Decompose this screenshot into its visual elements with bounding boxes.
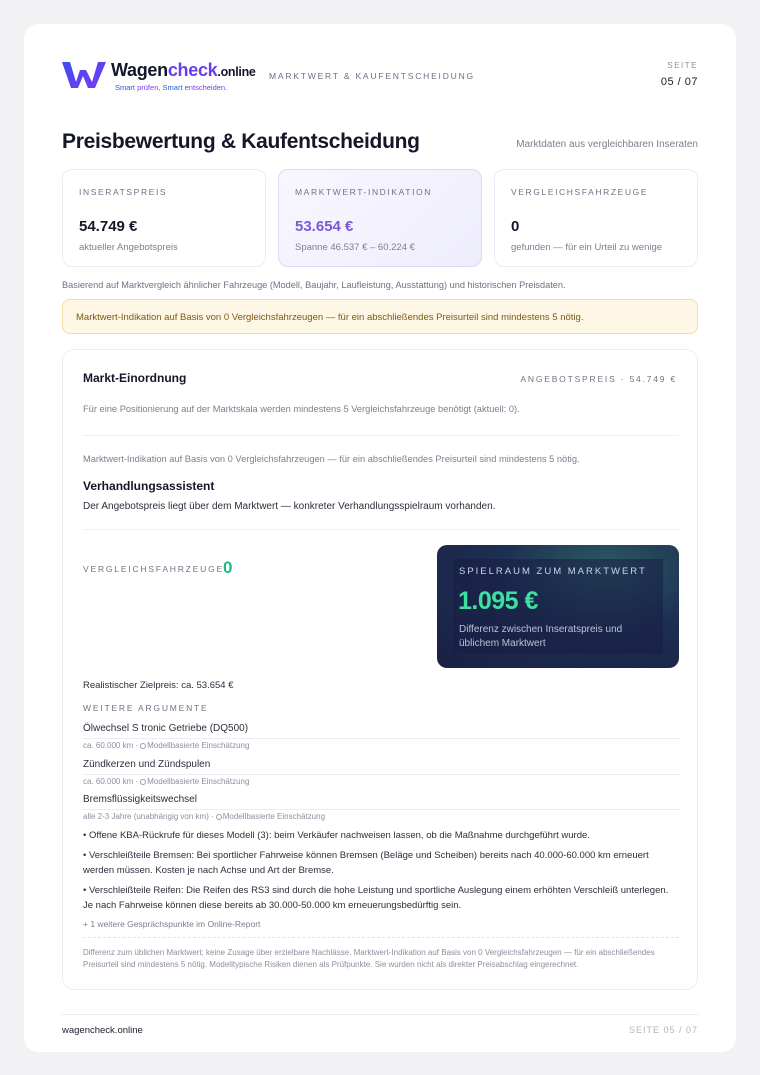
argument-name: Zündkerzen und Zündspulen [83,759,211,770]
kpi-value: 54.749 € [79,218,138,235]
document-kicker: MARKTWERT & KAUFENTSCHEIDUNG [269,71,475,81]
warning-alert [62,299,698,334]
divider [83,809,679,810]
argument-meta: ca. 60.000 km · Modellbasierte Einschätzung [83,741,250,750]
footer-page-number: SEITE 05 / 07 [628,1025,698,1035]
divider [83,774,679,775]
more-points-note: + 1 weitere Gesprächspunkte im Online-Report [83,919,261,929]
kpi-sub: gefunden — für ein Urteil zu wenige [511,242,663,253]
negotiation-assistant-text: Der Angebotspreis liegt über dem Marktwert — konkreter Verhandlungsspielraum vorhanden. [83,501,496,512]
arguments-title: WEITERE ARGUMENTE [83,703,209,713]
footer-brand: wagencheck.online [62,1025,143,1036]
page-title-note: Marktdaten aus vergleichbaren Inseraten [516,139,698,150]
kpi-card-market-value [278,169,482,267]
kpi-value: 0 [511,218,520,235]
page-label: SEITE [667,61,698,70]
page-header [62,58,698,118]
disclaimer: Differenz zum üblichen Marktwert; keine Zusage über erzielbare Nachlässe. Marktwert-Indikation auf Basis von 0 Vergleichsfahrzeugen — für ein abschließendes Preisurteil sind mindestens 5 nötig. Modelltypische Risiken dienen als Prüfpunkte. Sie wurden nicht als direkter Preisabschlag eingerechnet. [83,948,655,969]
circle-icon [216,814,222,820]
market-indication-note: Marktwert-Indikation auf Basis von 0 Vergleichsfahrzeugen — für ein abschließendes Preisurteil sind mindestens 5 nötig. [83,454,580,464]
page-title: Preisbewertung & Kaufentscheidung [62,130,420,153]
divider [83,738,679,739]
footer-divider [62,1014,698,1015]
divider [83,435,679,436]
kpi-label: MARKTWERT-INDIKATION [295,187,432,197]
argument-meta: alle 2-3 Jahre (unabhängig von km) · Modellbasierte Einschätzung [83,812,326,821]
argument-name: Ölwechsel S tronic Getriebe (DQ500) [83,723,249,734]
dashed-divider [83,937,679,938]
alert-text: Marktwert-Indikation auf Basis von 0 Vergleichsfahrzeugen — für ein abschließendes Preisurteil sind mindestens 5 nötig. [76,312,584,323]
argument-name: Bremsflüssigkeitswechsel [83,794,197,805]
margin-value: 1.095 € [458,587,538,615]
kpi-card-comparables [494,169,698,267]
market-section-title: Markt-Einordnung [83,371,187,385]
brand-tagline: Smart prüfen, Smart entscheiden. [115,83,228,92]
wagencheck-logo-icon [62,58,106,90]
circle-icon [140,779,146,785]
report-page [24,24,736,1052]
comparables-label: VERGLEICHSFAHRZEUGE [83,564,224,574]
argument-bullet: • Verschleißteile Reifen: Die Reifen des RS3 sind durch die hohe Leistung und sportliche Auslegung einem erhöhten Verschleiß unterlegen. Je nach Fahrweise können diese bereits ab 30.000-50.000 km erneuerungsbedürftig sein. [83,885,669,911]
kpi-label: INSERATSPREIS [79,187,168,197]
brand-part-wagen: Wagen [111,60,168,80]
brand-part-check: check [167,60,218,80]
negotiation-margin-panel [453,559,663,654]
offer-price-tag: ANGEBOTSPREIS · 54.749 € [520,374,677,384]
kpi-card-listing-price [62,169,266,267]
argument-bullet: • Verschleißteile Bremsen: Bei sportlicher Fahrweise können Bremsen (Beläge und Scheiben) bereits nach 40.000-60.000 km erneuert werden müssen. Kosten je nach Achse und Art der Bremse. [83,850,649,876]
negotiation-assistant-title: Verhandlungsassistent [83,479,215,493]
market-card [62,349,698,990]
brand-name [111,60,256,81]
divider [83,529,679,530]
page-number: 05 / 07 [660,76,698,88]
margin-label: SPIELRAUM ZUM MARKTWERT [459,566,647,577]
kpi-label: VERGLEICHSFAHRZEUGE [511,187,649,197]
argument-bullet: • Offene KBA-Rückrufe für dieses Modell (3): beim Verkäufer nachweisen lassen, ob die Maßnahme durchgeführt wurde. [83,830,590,841]
market-scale-note: Für eine Positionierung auf der Marktskala werden mindestens 5 Vergleichsfahrzeuge benötigt (aktuell: 0). [83,404,520,414]
circle-icon [140,743,146,749]
comparables-value: 0 [223,558,233,577]
kpi-sub: Spanne 46.537 € – 60.224 € [295,242,415,253]
brand-part-online: .online [217,65,256,79]
kpi-row [62,169,698,267]
basis-note: Basierend auf Marktvergleich ähnlicher Fahrzeuge (Modell, Baujahr, Laufleistung, Ausstattung) und historischen Preisdaten. [62,280,566,290]
margin-description: Differenz zwischen Inseratspreis und üblichem Marktwert [459,624,623,649]
kpi-value: 53.654 € [295,218,354,235]
argument-meta: ca. 60.000 km · Modellbasierte Einschätzung [83,777,250,786]
kpi-sub: aktueller Angebotspreis [79,242,178,253]
target-price: Realistischer Zielpreis: ca. 53.654 € [83,680,234,691]
negotiation-margin-card [437,545,679,668]
